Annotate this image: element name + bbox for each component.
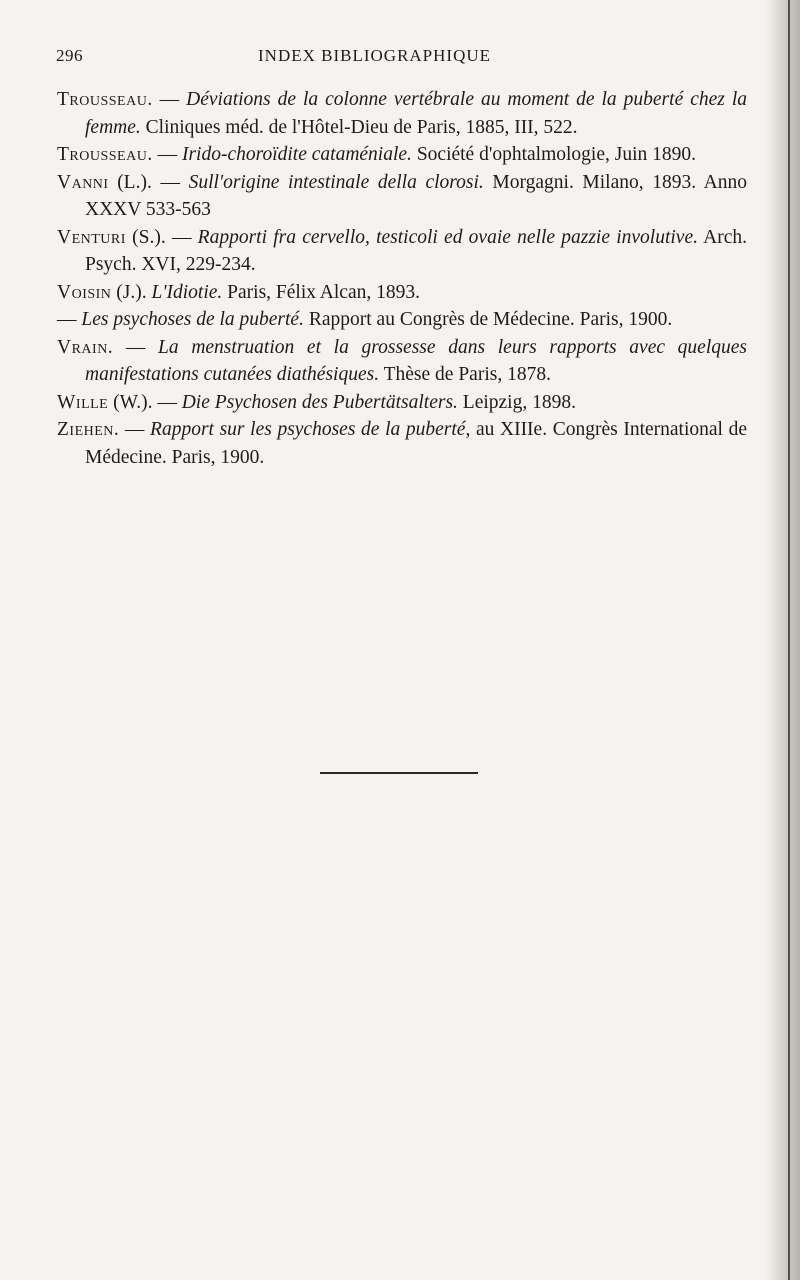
entry-author: Vrain. [57,336,114,358]
entry-separator: — [152,89,187,110]
entry-author: Trousseau. [57,89,153,110]
entry-separator: (J.). [111,281,152,303]
entry-publication: Leipzig, 1898. [457,391,576,413]
entry-publication: Cliniques méd. de l'Hôtel-Dieu de Paris, 1885, III, 522. [140,116,578,138]
page-number: 296 [56,46,83,65]
entry-title: Les psychoses de la puberté. [81,309,304,330]
entry-author: Ziehen. [57,419,120,440]
entry-author: Trousseau. [57,144,153,165]
entry-title: L'Idiotie. [151,281,223,303]
entry-publication: au XIIIe. Congrès International de Médecine. Paris, 1900. [85,419,747,468]
bibliography-entry [57,334,747,389]
running-head: INDEX BIBLIOGRAPHIQUE [258,46,492,65]
entry-title: La menstruation et la grossesse dans leurs rapports avec quelques manifestations cutanées diathésiques. [85,336,747,385]
entry-separator: (W.). — [108,391,182,413]
entry-author: Venturi [57,226,126,248]
bibliography-entry [57,86,747,141]
bibliography-entry [57,169,747,224]
entry-title: Rapporti fra cervello, testicoli ed ovaie nelle pazzie involutive. [197,226,698,248]
bibliography-entry [57,141,747,169]
entry-publication: Arch. Psych. XVI, 229-234. [85,226,747,275]
entry-publication: Morgagni. Milano, 1893. Anno XXXV 533-563 [85,171,747,220]
entry-separator: (L.). — [108,171,189,193]
entry-separator: — [119,419,151,440]
bibliography-entry [57,389,747,417]
entry-publication: Paris, Félix Alcan, 1893. [222,281,420,303]
entry-author: Vanni [57,171,109,193]
entry-publication: Thèse de Paris, 1878. [379,364,551,385]
entry-author: Wille [57,391,109,413]
bibliography-entry [57,224,747,279]
entry-publication: Rapport au Congrès de Médecine. Paris, 1900. [303,309,673,330]
bibliography-entry [57,279,747,307]
bibliography-entry [57,416,747,471]
entry-separator: (S.). — [125,226,198,248]
bibliography-list [57,86,747,471]
entry-separator: — [57,309,82,330]
bibliography-entry [57,306,747,334]
entry-title: Die Psychosen des Pubertätsalters. [181,391,458,413]
page-edge-shadow [766,0,800,1280]
entry-separator: — [113,336,159,358]
page-edge-line [788,0,790,1280]
entry-author: Voisin [57,281,112,303]
entry-title: Rapport sur les psychoses de la puberté, [150,419,471,440]
entry-title: Irido-choroïdite cataméniale. [181,144,412,165]
entry-publication: Société d'ophtalmologie, Juin 1890. [411,144,697,165]
entry-title: Sull'origine intestinale della clorosi. [188,171,484,193]
end-rule-divider [320,772,478,774]
page-header [56,46,756,72]
entry-separator: — [152,144,182,165]
entry-title: Déviations de la colonne vertébrale au moment de la puberté chez la femme. [85,89,747,138]
